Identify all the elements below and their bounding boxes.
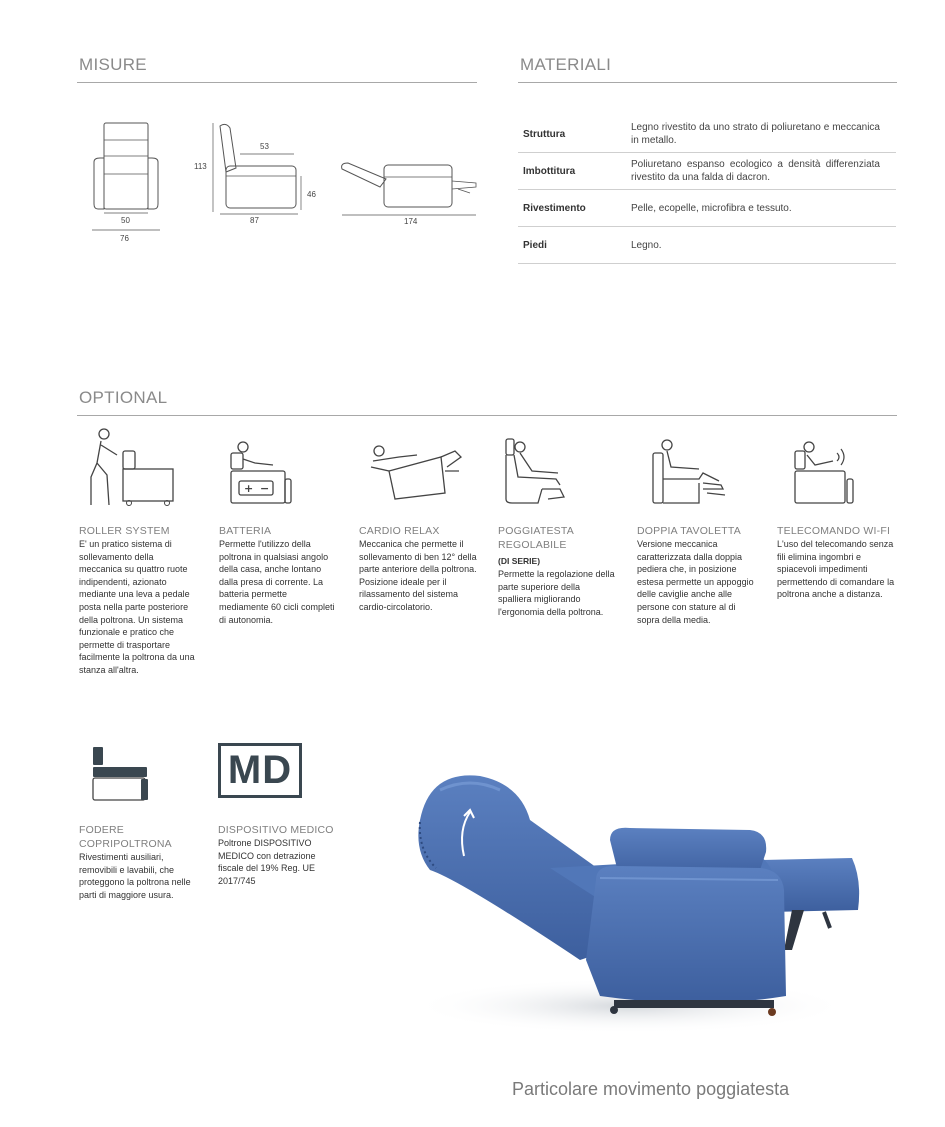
optional-title: CARDIO RELAX <box>359 525 440 537</box>
materials-value: Poliuretano espanso ecologico a densità differenziata rivestito da una falda di dacron. <box>631 159 880 183</box>
optional-description: Poltrone DISPOSITIVO MEDICO con detrazione fiscale del 19% Reg. UE 2017/745 <box>218 838 316 886</box>
materials-key: Struttura <box>523 128 566 140</box>
materials-value: Legno rivestito da uno strato di poliuretano e meccanica in metallo. <box>631 122 880 146</box>
optional-title: TELECOMANDO WI-FI <box>777 525 891 537</box>
front-view-drawing <box>90 118 165 218</box>
materials-key: Rivestimento <box>523 202 586 214</box>
divider <box>77 415 897 416</box>
optional-description: Versione meccanica caratterizzata dalla doppia pediera che, in posizione estesa permette un appoggio delle caviglie anche alle persone con stature al di sopra della media. <box>637 539 754 625</box>
optional-description: E' un pratico sistema di sollevamento della meccanica su quattro ruote indipendenti, azionato mediante una leva a pedale posta nella parte posteriore della poltrona. Un sistema funzionale e pratico che permette di trasportare facilmente la poltrona da una stanza all'altra. <box>79 539 195 675</box>
battery-icon <box>219 427 299 509</box>
dimension-seat-width: 50 <box>121 216 130 225</box>
section-title-optional: OPTIONAL <box>79 388 168 407</box>
optional-title: DOPPIA TAVOLETTA <box>637 525 741 537</box>
dimension-depth: 87 <box>250 216 259 225</box>
optional-description: L'uso del telecomando senza fili elimina ingombri e spiacevoli impedimenti permettendo di comandare la poltrona anche a distanza. <box>777 539 895 600</box>
materials-key: Piedi <box>523 239 547 251</box>
optional-title: FODERE COPRIPOLTRONA <box>79 824 172 850</box>
md-badge: MD <box>218 743 302 798</box>
optional-title: BATTERIA <box>219 525 272 537</box>
side-view-drawing <box>210 120 310 220</box>
optional-description: Permette la regolazione della parte superiore della spalliera migliorando l'ergonomia della poltrona. <box>498 569 615 617</box>
product-caption: Particolare movimento poggiatesta <box>512 1079 790 1099</box>
materials-row-imbottitura <box>518 153 896 190</box>
svg-text:−: − <box>260 482 270 495</box>
materials-table <box>518 116 896 264</box>
dimension-total-width: 76 <box>120 234 129 243</box>
dimension-height: 113 <box>194 162 207 171</box>
svg-text:+: + <box>244 482 254 495</box>
materials-value: Pelle, ecopelle, microfibra e tessuto. <box>631 202 792 214</box>
dimension-seat-height: 46 <box>307 190 316 199</box>
materials-key: Imbottitura <box>523 165 576 177</box>
optional-description: Permette l'utilizzo della poltrona in qualsiasi angolo della casa, anche lontano dalla presa di corrente. La batteria permette mediamente 60 cicli completi di autonomia. <box>219 539 335 625</box>
materials-row-rivestimento <box>518 190 896 227</box>
dimension-seat-depth: 53 <box>260 142 269 151</box>
materials-value: Legno. <box>631 239 662 251</box>
headrest-icon <box>498 427 578 509</box>
cover-icon <box>79 745 159 805</box>
divider <box>518 82 897 83</box>
dimension-reclined-length: 174 <box>404 217 418 226</box>
optional-title: DISPOSITIVO MEDICO <box>218 824 334 836</box>
wifi-remote-icon <box>777 427 867 509</box>
double-footrest-icon <box>637 427 737 509</box>
optional-description: Meccanica che permette il sollevamento di ben 12° della parte anteriore della poltrona. Posizione ideale per il rilassamento del sistema cardio-circolatorio. <box>359 539 477 612</box>
section-title-materiali: MATERIALI <box>520 55 612 74</box>
optional-title: ROLLER SYSTEM <box>79 525 170 537</box>
optional-subtitle: (DI SERIE) <box>498 556 541 566</box>
reclined-view-drawing <box>340 155 480 225</box>
section-title-misure: MISURE <box>79 55 147 74</box>
recliner-chair-image <box>400 760 880 1040</box>
divider <box>77 82 477 83</box>
cardio-relax-icon <box>359 427 469 509</box>
roller-system-icon <box>79 427 179 509</box>
optional-title: POGGIATESTA REGOLABILE <box>498 525 574 551</box>
materials-row-struttura <box>518 116 896 153</box>
materials-row-piedi <box>518 227 896 264</box>
optional-description: Rivestimenti ausiliari, removibili e lavabili, che proteggono la poltrona nelle parti di maggiore usura. <box>79 852 191 900</box>
